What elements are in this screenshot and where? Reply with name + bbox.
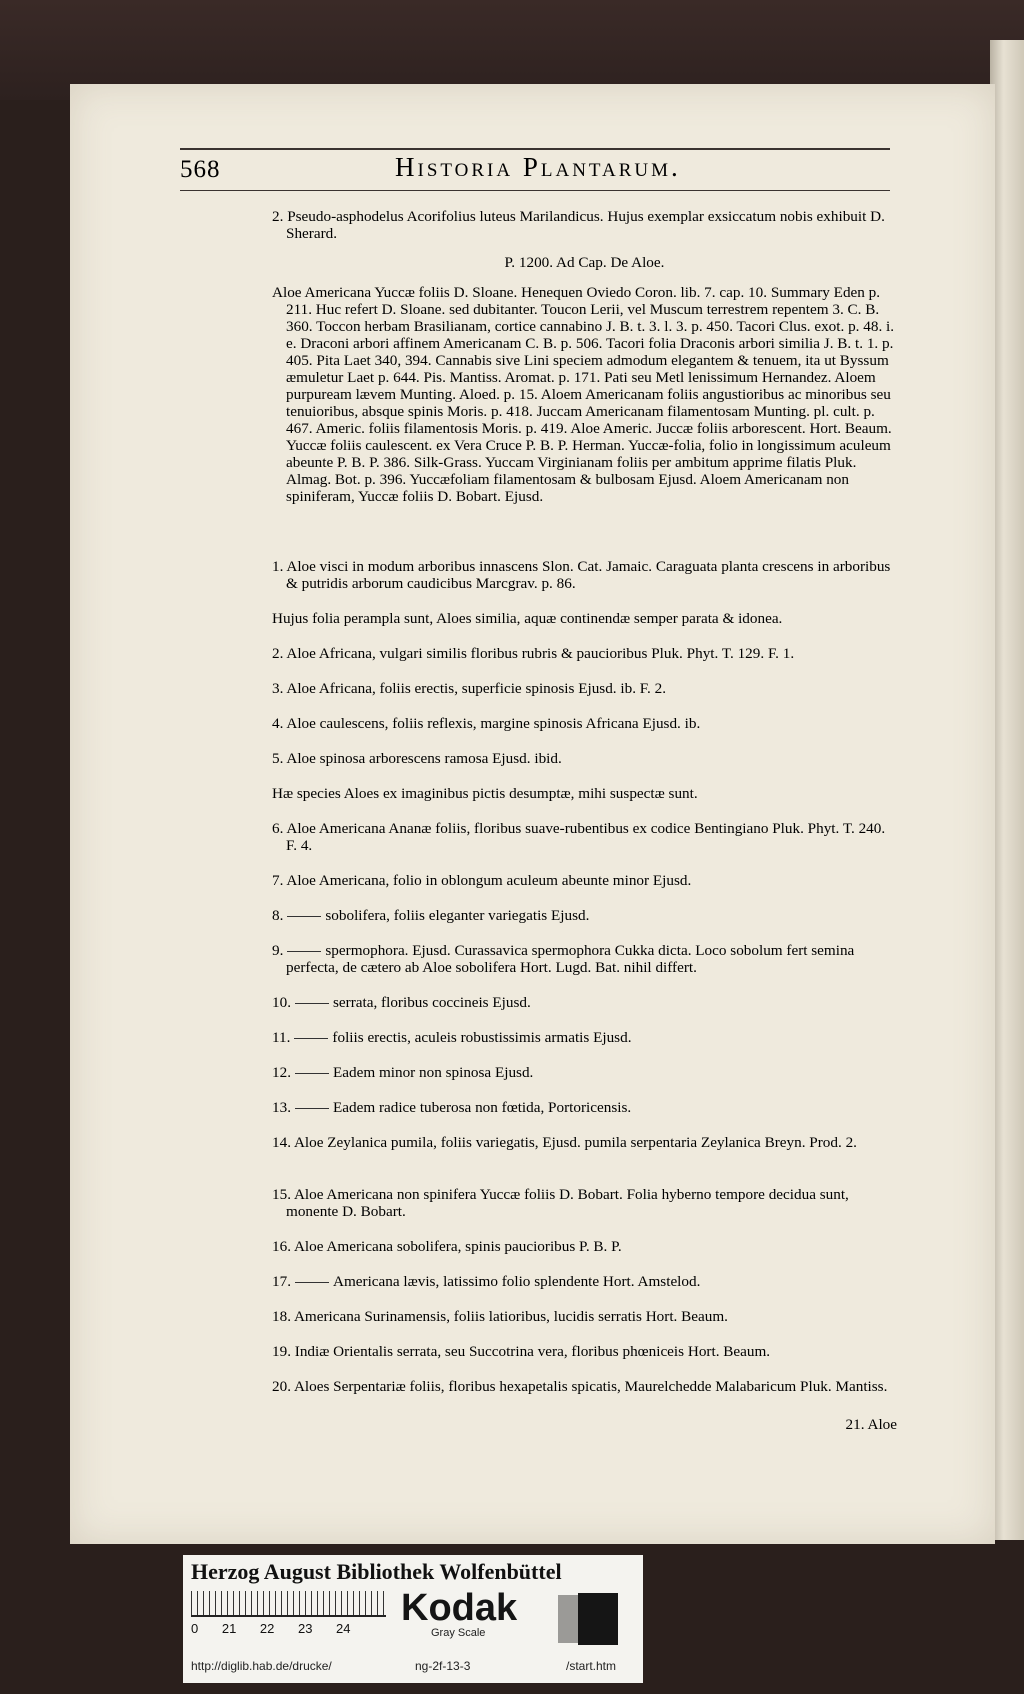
entry-19: 19. Indiæ Orientalis serrata, seu Succotrina vera, floribus phœniceis Hort. Beaum. [272, 1343, 771, 1360]
entry-11-number: 11. [272, 1029, 291, 1046]
entry-20: 20. Aloes Serpentariæ foliis, floribus hexapetalis spicatis, Maurelchedde Malabaricum Pluk. Mantiss. [272, 1378, 888, 1395]
entry-10-text: serrata, floribus coccineis Ejusd. [332, 994, 531, 1011]
entry-6: 6. Aloe Americana Ananæ foliis, floribus suave-rubentibus ex codice Bentingiano Pluk. Phyt. T. 240. F. 4. [272, 820, 886, 854]
url-tail: /start.htm [566, 1659, 617, 1673]
entry-17-text: Americana lævis, latissimo folio splendente Hort. Amstelod. [332, 1273, 701, 1290]
note-hujus: Hujus folia perampla sunt, Aloes similia, aquæ continendæ semper parata & idonea. [272, 610, 783, 627]
library-scan-label [183, 1555, 643, 1683]
entry-9-text: spermophora. Ejusd. Curassavica spermophora Cukka dicta. Loco sobolum fert semina perfecta, de cætero ab Aloe sobolifera Hort. Lugd. Bat. nihil differt. [286, 942, 855, 976]
entry-17 [272, 1273, 897, 1290]
entry-12-number: 12. [272, 1064, 291, 1081]
ditto-dash [287, 951, 321, 952]
entry-14: 14. Aloe Zeylanica pumila, foliis variegatis, Ejusd. pumila serpentaria Zeylanica Breyn. Prod. 2. [272, 1134, 857, 1151]
entry-11 [272, 1029, 897, 1046]
gray-scale-caption: Gray Scale [431, 1627, 486, 1639]
url-base: http://diglib.hab.de/drucke/ [191, 1659, 332, 1673]
catchword: 21. Aloe [845, 1416, 897, 1433]
ruler-numbers: 0 21 22 23 24 [191, 1621, 351, 1636]
entry-9-number: 9. [272, 942, 284, 959]
entry-12-text: Eadem minor non spinosa Ejusd. [332, 1064, 534, 1081]
entry-9 [272, 942, 897, 976]
entry-aloe-americana: Aloe Americana Yuccæ foliis D. Sloane. Henequen Oviedo Coron. lib. 7. cap. 10. Summary Eden p. 211. Huc refert D. Sloane. sed dubitanter. Toucon Lerii, vel Muscum terrestrem repentem 3. C. B. 360. Toccon herbam Brasilianam, cortice cannabino J. B. t. 3. l. 3. p. 450. Tacori Clus. exot. p. 48. i. e. Draconi arbori affinem Americanam C. B. p. 506. Tacori folia Draconis arbori similia J. B. t. 1. p. 405. Pita Laet 340, 394. Cannabis sive Lini speciem admodum elegantem & tenuem, ita ut Byssum æmuletur Laet p. 644. Pis. Mantiss. Aromat. p. 171. Pati seu Metl lenissimum Hernandez. Aloem purpuream lævem Munting. Aloed. p. 15. Aloem Americanam foliis angustioribus ac minoribus seu tenuioribus, absque spinis Moris. p. 418. Juccam Americanam filamentosam Munting. pl. cult. p. 467. Americ. foliis filamentosis Moris. p. 419. Aloe Americ. Juccæ foliis arborescent. Hort. Beaum. Yuccæ foliis caulescent. ex Vera Cruce P. B. P. Herman. Yuccæ-folia, folio in longissimum aculeum abeunte P. B. P. 386. Silk-Grass. Yuccam Virginianam foliis per ambitum apprime filatis Pluk. Almag. Bot. p. 396. Yuccæfoliam filamentosam & bulbosam Ejusd. Aloem Americanam non spiniferam, Yuccæ foliis D. Bobart. Ejusd. [272, 284, 895, 505]
shelf-signature: ng-2f-13-3 [415, 1659, 471, 1673]
ditto-dash [294, 1038, 328, 1039]
entry-2: 2. Aloe Africana, vulgari similis floribus rubris & paucioribus Pluk. Phyt. T. 129. F. 1. [272, 645, 795, 662]
black-patch [578, 1593, 618, 1645]
note-hae: Hæ species Aloes ex imaginibus pictis desumptæ, mihi suspectæ sunt. [272, 785, 698, 802]
entry-12 [272, 1064, 897, 1081]
entry-10-number: 10. [272, 994, 291, 1011]
entry-pseudo-asphodelus: 2. Pseudo-asphodelus Acorifolius luteus Marilandicus. Hujus exemplar exsiccatum nobis exhibuit D. Sherard. [272, 208, 885, 242]
entry-13 [272, 1099, 897, 1116]
entry-13-number: 13. [272, 1099, 291, 1116]
entry-8 [272, 907, 897, 924]
entry-16: 16. Aloe Americana sobolifera, spinis paucioribus P. B. P. [272, 1238, 622, 1255]
entry-10 [272, 994, 897, 1011]
page-number: 568 [180, 156, 221, 183]
header-rule-bottom [180, 190, 890, 191]
entry-13-text: Eadem radice tuberosa non fœtida, Portoricensis. [332, 1099, 632, 1116]
entry-1: 1. Aloe visci in modum arboribus innascens Slon. Cat. Jamaic. Caraguata planta crescens in arboribus & putridis arborum caudicibus Marcgrav. p. 86. [272, 558, 891, 592]
entry-8-text: sobolifera, foliis eleganter variegatis Ejusd. [325, 907, 590, 924]
header-rule-top [180, 148, 890, 150]
entry-17-number: 17. [272, 1273, 291, 1290]
entry-15: 15. Aloe Americana non spinifera Yuccæ foliis D. Bobart. Folia hyberno tempore decidua sunt, monente D. Bobart. [272, 1186, 849, 1220]
adjacent-page-edge [990, 40, 1024, 1540]
entry-18: 18. Americana Surinamensis, foliis latioribus, lucidis serratis Hort. Beaum. [272, 1308, 728, 1325]
scale-ruler [191, 1591, 386, 1617]
kodak-logo: Kodak [401, 1587, 518, 1629]
ditto-dash [287, 916, 321, 917]
entry-11-text: foliis erectis, aculeis robustissimis armatis Ejusd. [332, 1029, 632, 1046]
entry-8-number: 8. [272, 907, 284, 924]
ditto-dash [295, 1282, 329, 1283]
ditto-dash [295, 1073, 329, 1074]
section-heading: P. 1200. Ad Cap. De Aloe. [504, 254, 665, 271]
ditto-dash [295, 1003, 329, 1004]
ditto-dash [295, 1108, 329, 1109]
library-name: Herzog August Bibliothek Wolfenbüttel [191, 1559, 562, 1584]
entry-3: 3. Aloe Africana, foliis erectis, superficie spinosis Ejusd. ib. F. 2. [272, 680, 667, 697]
gray-patch [558, 1595, 578, 1643]
running-title: Historia Plantarum. [395, 152, 681, 182]
entry-5: 5. Aloe spinosa arborescens ramosa Ejusd. ibid. [272, 750, 562, 767]
entry-4: 4. Aloe caulescens, foliis reflexis, margine spinosis Africana Ejusd. ib. [272, 715, 701, 732]
entry-7: 7. Aloe Americana, folio in oblongum aculeum abeunte minor Ejusd. [272, 872, 692, 889]
